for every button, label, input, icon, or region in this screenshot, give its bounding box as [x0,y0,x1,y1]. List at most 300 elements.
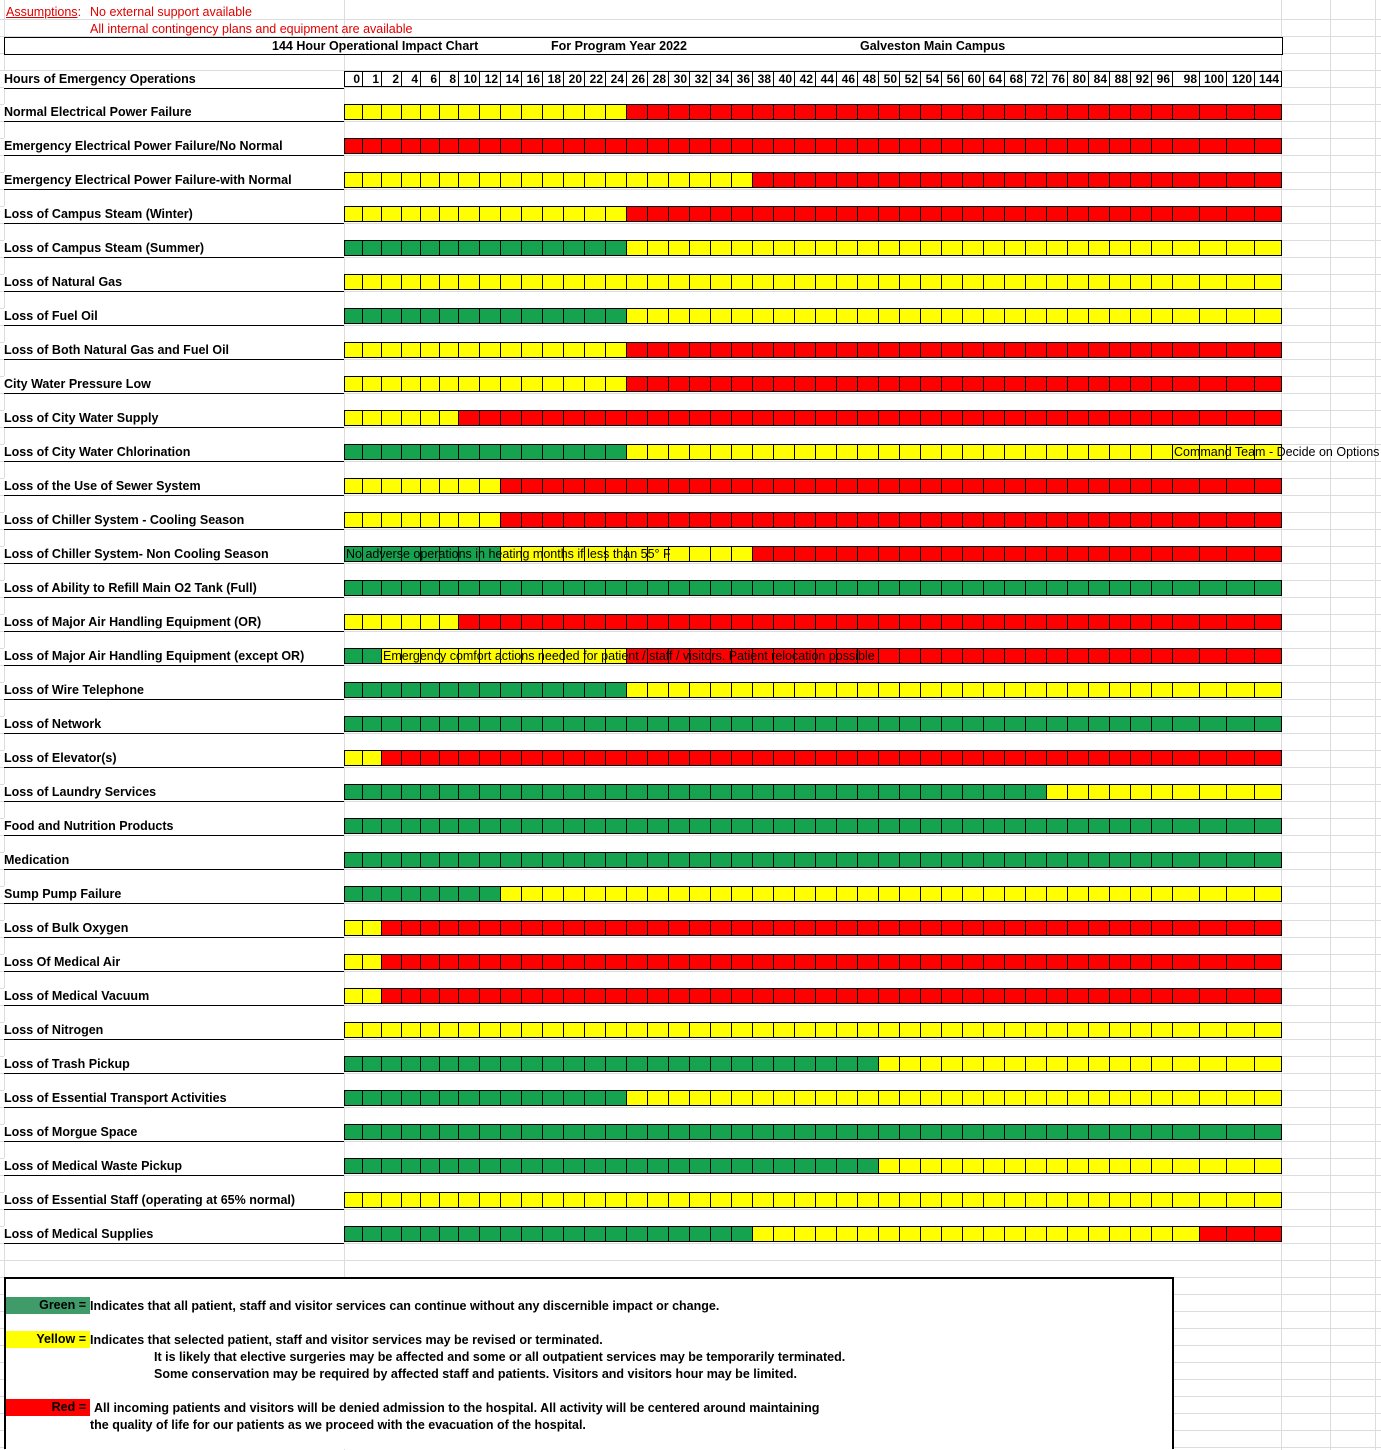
impact-cell-green [878,1124,900,1140]
impact-cell-yellow [344,512,363,528]
impact-cell-red [1151,376,1173,392]
impact-cell-green [458,444,480,460]
impact-cell-red [1067,172,1089,188]
impact-cell-yellow [1172,1056,1200,1072]
impact-cell-yellow [1025,444,1047,460]
impact-cell-yellow [401,1192,421,1208]
impact-cell-green [815,818,837,834]
impact-cell-yellow [626,682,648,698]
impact-cell-yellow [689,240,711,256]
impact-cell-green [962,818,984,834]
impact-cell-yellow [857,1192,879,1208]
impact-cell-yellow [381,376,402,392]
impact-cell-green [381,1056,402,1072]
impact-cell-yellow [1172,1158,1200,1174]
impact-cell-yellow [1151,240,1173,256]
impact-cell-green [731,716,753,732]
impact-cell-red [1254,512,1282,528]
hour-header-cell: 14 [500,71,522,87]
impact-cell-yellow [794,1090,816,1106]
impact-cell-green [647,1226,669,1242]
impact-cell-yellow [1046,1158,1068,1174]
impact-cell-red [1199,614,1227,630]
impact-cell-yellow [1109,682,1131,698]
impact-cell-red [878,614,900,630]
impact-cell-green [479,682,501,698]
impact-cell-green [439,444,459,460]
impact-cell-green [344,580,363,596]
impact-cell-yellow [605,1022,627,1038]
impact-cell-red [731,376,753,392]
impact-cell-red [1130,546,1152,562]
impact-cell-red [794,206,816,222]
impact-cell-yellow [752,682,774,698]
impact-cell-red [920,206,942,222]
impact-cell-yellow [710,1192,732,1208]
impact-cell-red [647,988,669,1004]
impact-cell-yellow [1046,682,1068,698]
impact-cell-yellow [584,104,606,120]
impact-cell-red [752,954,774,970]
impact-cell-yellow [479,376,501,392]
impact-cell-green [836,818,858,834]
impact-cell-yellow [542,1022,564,1038]
impact-cell-red [836,920,858,936]
impact-cell-red [899,546,921,562]
impact-cell-green [381,682,402,698]
hour-header-cell: 72 [1025,71,1047,87]
impact-cell-yellow [521,1022,543,1038]
impact-cell-red [710,750,732,766]
impact-row-label: Loss of Chiller System - Cooling Season [4,512,344,530]
impact-row-label: Loss of Laundry Services [4,784,344,802]
impact-cell-green [920,784,942,800]
impact-cell-red [1004,512,1026,528]
impact-cell-yellow [941,1158,963,1174]
impact-cell-red [920,376,942,392]
impact-cell-yellow [1199,1056,1227,1072]
impact-cell-yellow [899,886,921,902]
impact-cell-yellow [1151,784,1173,800]
impact-cell-red [1046,954,1068,970]
impact-cell-yellow [1254,1022,1282,1038]
impact-cell-red [689,138,711,154]
impact-cell-red [710,954,732,970]
impact-cell-red [1226,172,1255,188]
impact-cell-yellow [1067,784,1089,800]
impact-cell-red [1109,410,1131,426]
impact-cell-red [647,750,669,766]
impact-cell-yellow [899,1056,921,1072]
impact-cell-green [500,444,522,460]
impact-cell-yellow [1130,1158,1152,1174]
impact-cell-red [920,648,942,664]
impact-cell-green [542,682,564,698]
impact-cell-yellow [941,1192,963,1208]
impact-cell-red [1226,206,1255,222]
impact-cell-red [1199,546,1227,562]
impact-cell-green [1025,716,1047,732]
impact-cell-yellow [962,1158,984,1174]
impact-cell-yellow [689,444,711,460]
impact-cell-red [899,512,921,528]
impact-cell-yellow [1088,886,1110,902]
impact-cell-yellow [668,274,690,290]
impact-cell-red [983,138,1005,154]
impact-cell-green [794,784,816,800]
impact-cell-red [878,750,900,766]
impact-cell-green [401,1226,421,1242]
impact-cell-yellow [1199,308,1227,324]
impact-cell-yellow [920,1192,942,1208]
impact-cell-yellow [1109,1090,1131,1106]
impact-cell-red [1130,138,1152,154]
impact-cell-yellow [857,240,879,256]
impact-cell-green [731,852,753,868]
impact-cell-green [857,580,879,596]
impact-cell-green [401,1124,421,1140]
impact-row-label: Emergency Electrical Power Failure-with Normal [4,172,344,190]
impact-cell-green [857,852,879,868]
program-year: For Program Year 2022 [551,39,687,53]
impact-cell-red [941,920,963,936]
impact-cell-green [500,682,522,698]
impact-cell-green [479,852,501,868]
impact-cell-yellow [1172,240,1200,256]
impact-cell-red [500,478,522,494]
impact-cell-yellow [542,172,564,188]
impact-cell-red [1172,512,1200,528]
hours-header-label: Hours of Emergency Operations [4,71,344,89]
gridline-col [1375,0,1376,1450]
impact-cell-red [647,342,669,358]
impact-cell-green [1109,580,1131,596]
impact-cell-green [500,784,522,800]
impact-cell-yellow [439,342,459,358]
impact-cell-red [857,206,879,222]
impact-cell-red [381,138,402,154]
impact-cell-green [1226,1124,1255,1140]
impact-cell-red [626,410,648,426]
impact-cell-green [794,818,816,834]
impact-cell-red [1004,206,1026,222]
impact-cell-green [420,1226,440,1242]
impact-cell-green [458,818,480,834]
impact-cell-red [479,954,501,970]
hour-header-cell: 26 [626,71,648,87]
impact-cell-red [815,410,837,426]
hour-header-cell: 98 [1172,71,1200,87]
impact-cell-yellow [1226,1090,1255,1106]
impact-cell-green [857,784,879,800]
impact-cell-red [381,920,402,936]
impact-cell-yellow [878,682,900,698]
impact-cell-green [521,1090,543,1106]
impact-cell-yellow [1067,1158,1089,1174]
impact-cell-yellow [857,308,879,324]
impact-cell-red [815,954,837,970]
impact-cell-red [983,410,1005,426]
impact-cell-yellow [1088,1090,1110,1106]
impact-cell-green [479,444,501,460]
impact-cell-green [542,1226,564,1242]
impact-cell-green [420,1124,440,1140]
impact-cell-yellow [439,1022,459,1038]
impact-cell-green [794,852,816,868]
impact-cell-yellow [1046,784,1068,800]
impact-cell-yellow [794,886,816,902]
impact-cell-green [479,818,501,834]
impact-cell-green [941,1124,963,1140]
impact-cell-yellow [1199,1022,1227,1038]
impact-cell-red [920,104,942,120]
impact-cell-yellow [626,1192,648,1208]
impact-cell-yellow [1109,784,1131,800]
impact-cell-yellow [752,1022,774,1038]
impact-cell-yellow [857,1226,879,1242]
impact-cell-green [626,1158,648,1174]
impact-cell-yellow [401,614,421,630]
impact-cell-red [479,750,501,766]
impact-cell-red [752,920,774,936]
impact-cell-green [1004,852,1026,868]
impact-cell-green [1254,852,1282,868]
impact-cell-red [836,954,858,970]
impact-cell-yellow [500,172,522,188]
impact-cell-red [1109,988,1131,1004]
impact-cell-red [1254,172,1282,188]
hour-header-cell: 16 [521,71,543,87]
impact-cell-green [605,1124,627,1140]
impact-cell-green [1130,716,1152,732]
impact-cell-green [1254,818,1282,834]
impact-cell-green [752,818,774,834]
impact-cell-green [1151,852,1173,868]
impact-cell-green [962,580,984,596]
impact-cell-green [521,444,543,460]
impact-cell-green [362,444,382,460]
impact-cell-green [668,852,690,868]
impact-cell-green [381,240,402,256]
impact-cell-yellow [941,1022,963,1038]
impact-cell-green [983,716,1005,732]
impact-cell-green [1004,784,1026,800]
impact-cell-green [899,716,921,732]
impact-cell-red [1067,342,1089,358]
impact-cell-yellow [420,614,440,630]
impact-cell-green [1254,1124,1282,1140]
impact-cell-red [500,954,522,970]
impact-cell-yellow [1254,1158,1282,1174]
impact-cell-red [605,750,627,766]
impact-cell-yellow [381,206,402,222]
impact-cell-yellow [857,444,879,460]
impact-cell-yellow [1088,1226,1110,1242]
impact-cell-red [1226,920,1255,936]
impact-cell-yellow [773,886,795,902]
impact-cell-yellow [1151,682,1173,698]
impact-cell-red [836,614,858,630]
hour-header-cell: 88 [1109,71,1131,87]
impact-cell-red [500,614,522,630]
impact-cell-yellow [1254,682,1282,698]
impact-cell-green [731,818,753,834]
impact-cell-yellow [1004,1022,1026,1038]
impact-cell-yellow [878,886,900,902]
impact-cell-green [1226,580,1255,596]
impact-cell-green [344,308,363,324]
impact-cell-red [1067,920,1089,936]
impact-cell-green [458,886,480,902]
impact-cell-yellow [344,614,363,630]
impact-cell-yellow [1254,1090,1282,1106]
impact-cell-red [794,172,816,188]
impact-cell-red [521,138,543,154]
impact-cell-yellow [1151,1022,1173,1038]
impact-cell-green [689,1056,711,1072]
impact-cell-red [542,614,564,630]
impact-cell-green [1067,580,1089,596]
impact-cell-green [752,852,774,868]
hour-header-cell: 120 [1226,71,1255,87]
impact-cell-red [626,342,648,358]
impact-cell-red [542,478,564,494]
impact-cell-green [439,1226,459,1242]
impact-cell-red [401,988,421,1004]
impact-cell-red [920,172,942,188]
impact-cell-yellow [1151,1192,1173,1208]
impact-cell-yellow [836,1226,858,1242]
impact-cell-yellow [1004,274,1026,290]
impact-cell-red [439,988,459,1004]
impact-cell-green [668,1056,690,1072]
impact-cell-yellow [1130,886,1152,902]
hour-header-cell: 2 [381,71,402,87]
impact-cell-yellow [983,1056,1005,1072]
hour-header-cell: 28 [647,71,669,87]
hour-header-cell: 48 [857,71,879,87]
hour-header-cell: 1 [362,71,382,87]
impact-cell-green [605,580,627,596]
impact-cell-green [1130,580,1152,596]
impact-cell-green [542,1056,564,1072]
impact-cell-green [773,1056,795,1072]
legend-yellow-text-1: Indicates that selected patient, staff and visitor services may be revised or terminated. [90,1333,603,1347]
impact-cell-yellow [668,308,690,324]
impact-cell-red [542,750,564,766]
impact-cell-red [878,138,900,154]
impact-cell-yellow [420,376,440,392]
impact-cell-yellow [362,478,382,494]
impact-cell-red [1130,954,1152,970]
impact-cell-red [920,342,942,358]
impact-cell-red [1109,342,1131,358]
impact-cell-red [752,104,774,120]
impact-cell-yellow [689,1090,711,1106]
impact-cell-yellow [920,308,942,324]
impact-cell-red [815,920,837,936]
impact-cell-green [689,716,711,732]
impact-cell-yellow [381,1192,402,1208]
impact-cell-yellow [500,376,522,392]
impact-cell-yellow [857,682,879,698]
impact-cell-red [668,750,690,766]
impact-cell-red [962,614,984,630]
impact-cell-green [344,716,363,732]
impact-cell-yellow [920,240,942,256]
impact-cell-red [1226,750,1255,766]
impact-cell-yellow [1130,1056,1152,1072]
impact-cell-red [710,206,732,222]
impact-cell-green [542,716,564,732]
impact-cell-red [1109,648,1131,664]
impact-cell-red [1130,478,1152,494]
impact-cell-green [983,784,1005,800]
impact-cell-green [420,716,440,732]
impact-row-label: Sump Pump Failure [4,886,344,904]
impact-cell-green [439,682,459,698]
impact-cell-red [962,206,984,222]
impact-cell-green [362,1124,382,1140]
impact-cell-yellow [1254,274,1282,290]
impact-cell-green [458,852,480,868]
impact-cell-red [563,614,585,630]
impact-cell-yellow [794,1226,816,1242]
impact-cell-yellow [1226,274,1255,290]
impact-cell-green [439,240,459,256]
impact-cell-yellow [836,308,858,324]
assumptions-colon: : [77,5,82,19]
impact-cell-green [381,580,402,596]
impact-cell-yellow [479,1192,501,1208]
impact-cell-green [689,818,711,834]
impact-cell-yellow [439,614,459,630]
impact-cell-red [605,512,627,528]
impact-cell-red [983,104,1005,120]
impact-cell-red [584,138,606,154]
impact-cell-yellow [500,206,522,222]
impact-cell-red [962,920,984,936]
impact-cell-yellow [668,546,690,562]
impact-cell-green [542,1124,564,1140]
impact-cell-red [605,478,627,494]
impact-cell-red [1151,988,1173,1004]
impact-cell-yellow [1025,240,1047,256]
impact-cell-red [752,138,774,154]
impact-cell-yellow [794,240,816,256]
impact-cell-green [752,1056,774,1072]
impact-cell-yellow [626,1090,648,1106]
impact-cell-red [401,750,421,766]
impact-cell-red [836,138,858,154]
impact-cell-red [1130,512,1152,528]
impact-cell-red [1151,342,1173,358]
impact-cell-yellow [584,1022,606,1038]
impact-cell-yellow [458,342,480,358]
impact-cell-red [815,478,837,494]
impact-cell-red [1199,104,1227,120]
impact-cell-yellow [563,1022,585,1038]
impact-cell-red [1067,206,1089,222]
impact-cell-green [401,682,421,698]
impact-cell-red [668,954,690,970]
impact-cell-red [1172,376,1200,392]
impact-cell-green [381,1090,402,1106]
impact-cell-green [773,1124,795,1140]
impact-cell-red [983,206,1005,222]
impact-cell-green [1226,716,1255,732]
impact-cell-red [710,478,732,494]
